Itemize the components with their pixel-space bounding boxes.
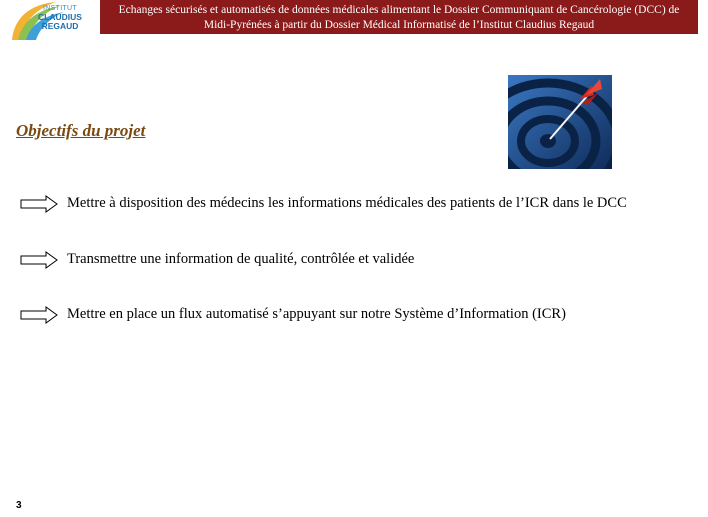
page-number: 3 <box>16 500 22 511</box>
logo-line-1: INSTITUT <box>43 5 77 12</box>
bullet-text: Mettre à disposition des médecins les informations médicales des patients de l’ICR dans le DCC <box>67 195 627 211</box>
header-line-2: Midi-Pyrénées à partir du Dossier Médical Informatisé de l’Institut Claudius Regaud <box>203 19 595 31</box>
arrow-right-icon <box>20 251 58 269</box>
arrow-right-icon <box>20 306 58 324</box>
target-image <box>508 75 612 169</box>
page-title: Objectifs du projet <box>16 121 146 140</box>
target-bullseye-icon <box>508 75 612 169</box>
logo-line-2: CLAUDIUS <box>38 12 82 22</box>
logo-text <box>30 4 90 31</box>
logo-line-3: REGAUD <box>41 21 79 31</box>
arrow-right-icon <box>20 195 58 213</box>
header-line-1: Echanges sécurisés et automatisés de données médicales alimentant le Dossier Communiquant de Cancérologie (DCC) de <box>118 4 680 16</box>
header-banner <box>100 0 698 34</box>
institut-logo <box>8 0 92 40</box>
bullet-text: Transmettre une information de qualité, contrôlée et validée <box>67 251 415 267</box>
bullet-text: Mettre en place un flux automatisé s’appuyant sur notre Système d’Information (ICR) <box>67 306 566 322</box>
